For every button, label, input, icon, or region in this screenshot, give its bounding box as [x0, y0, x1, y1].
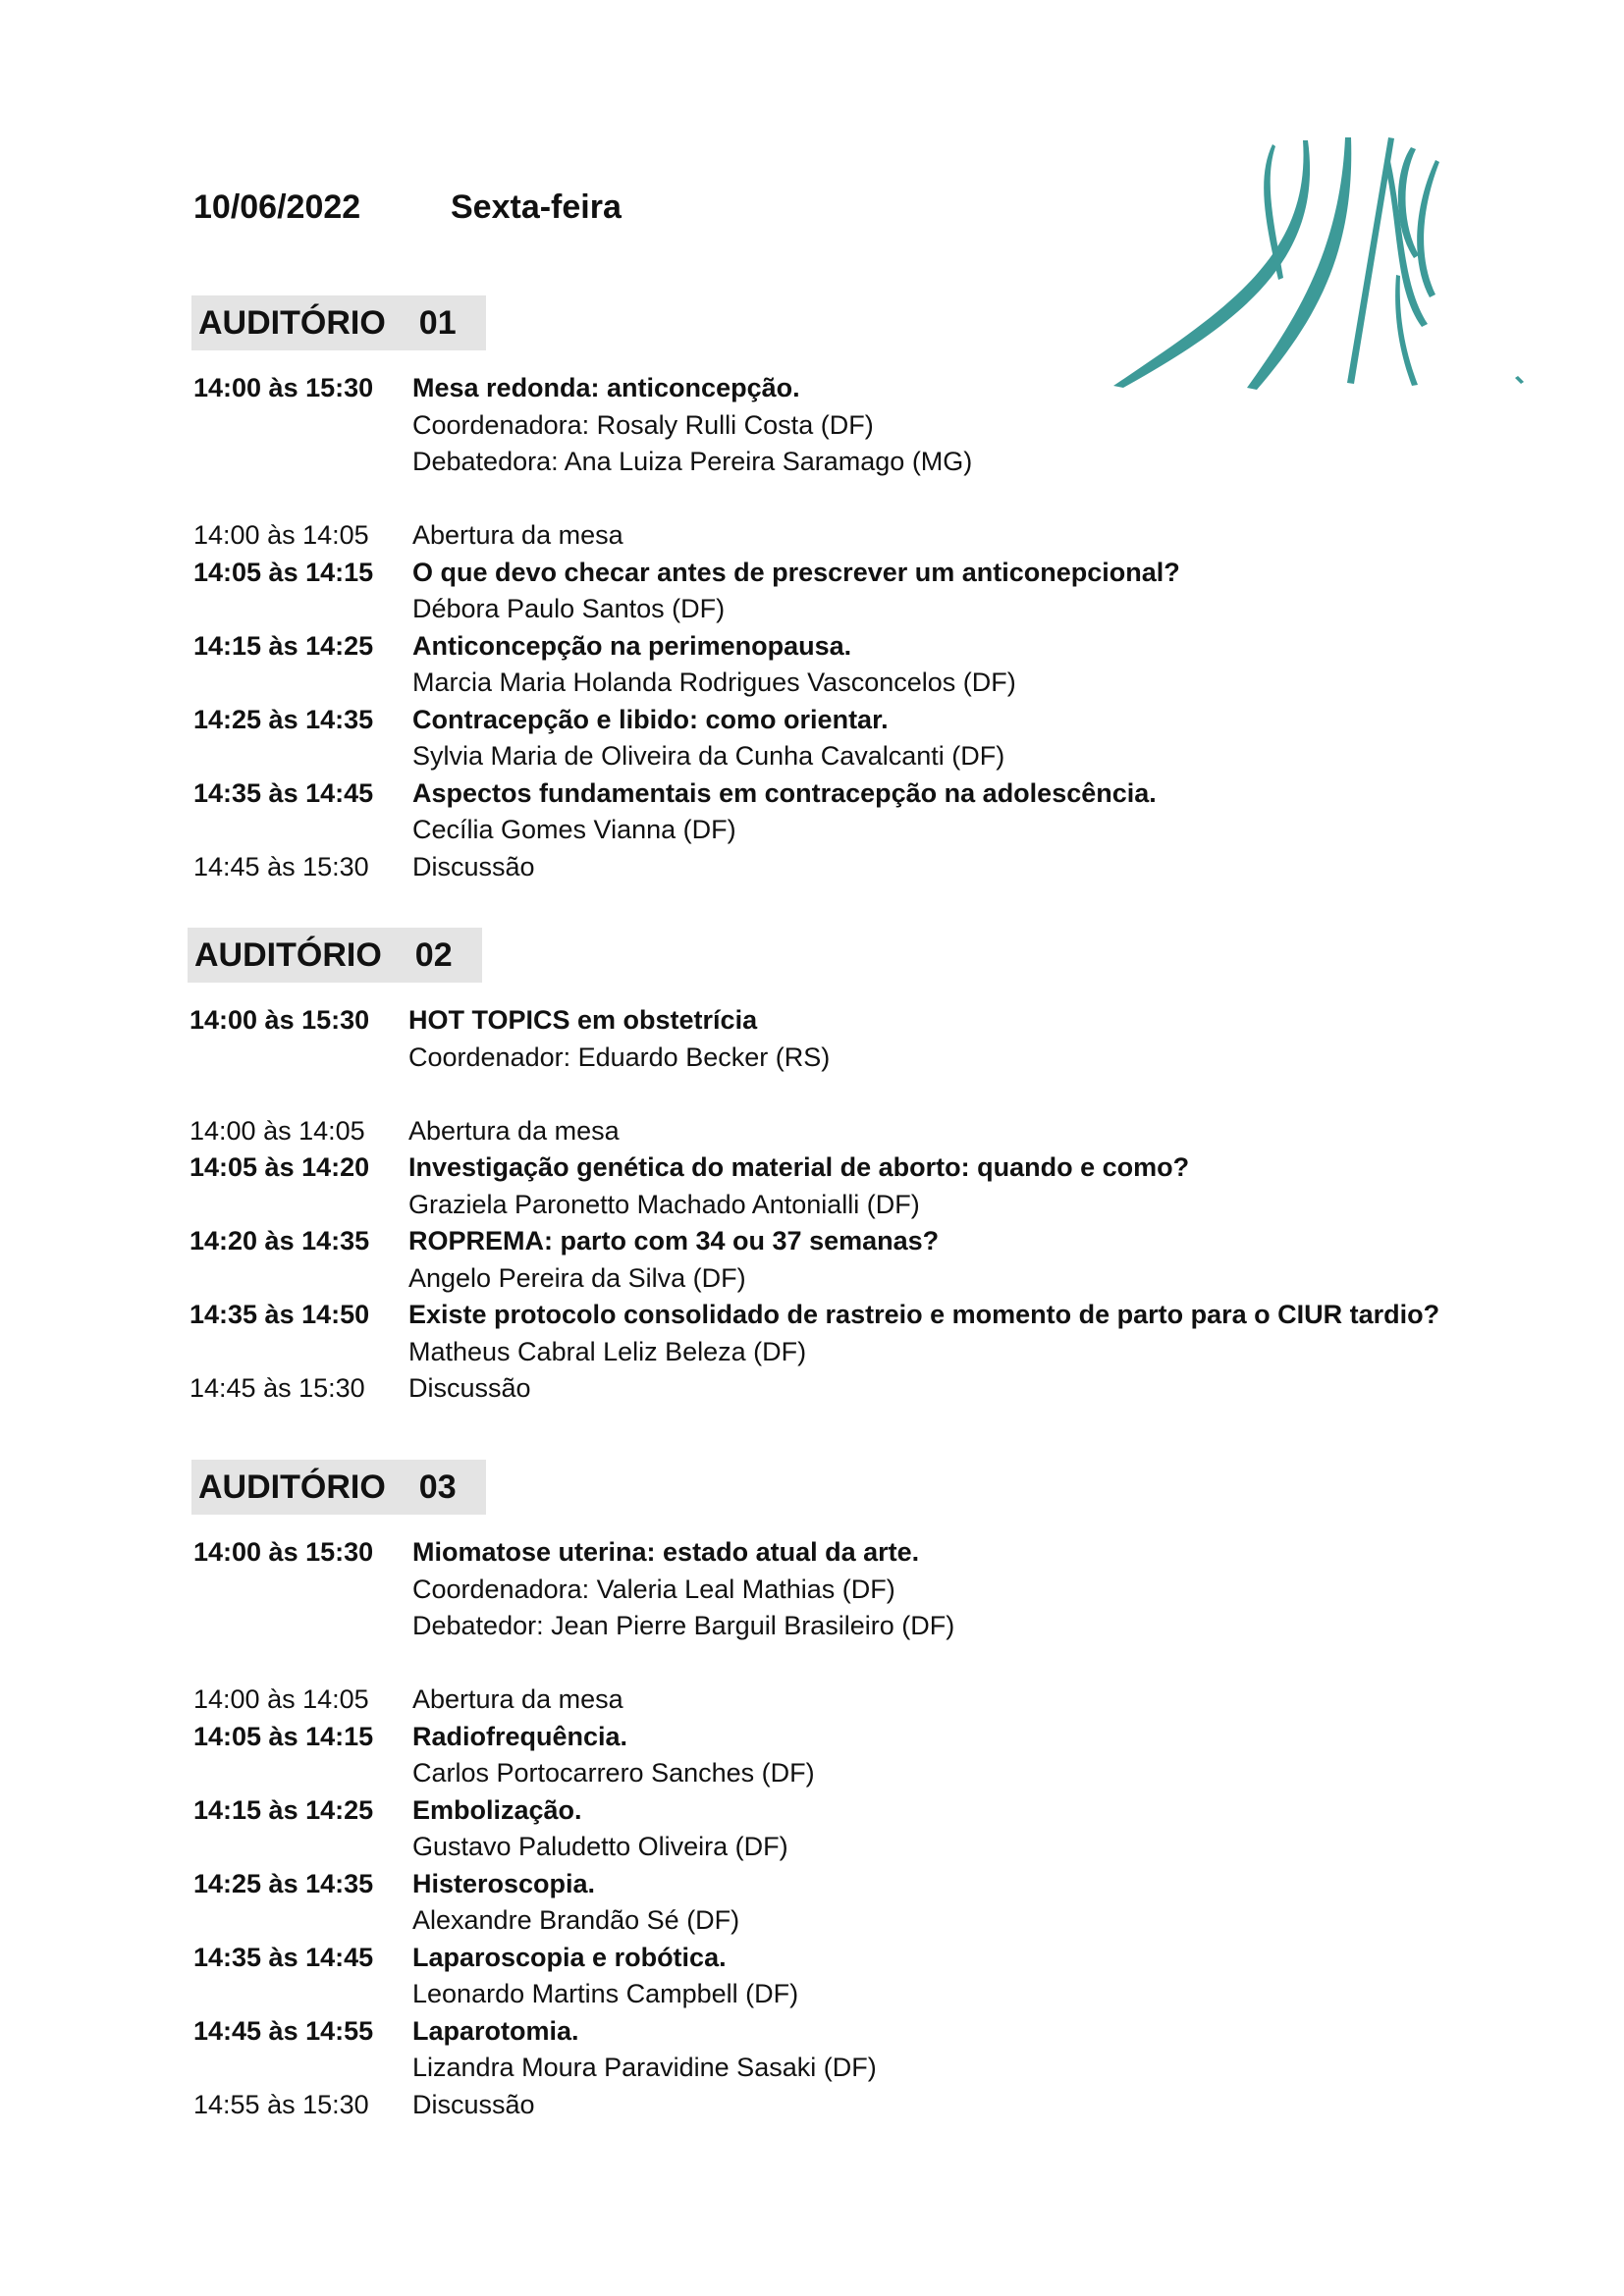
schedule-time — [189, 1187, 408, 1224]
schedule-time: 14:00 às 15:30 — [189, 1005, 370, 1035]
session-title: Laparoscopia e robótica. — [412, 1942, 727, 1972]
schedule-row — [193, 1792, 954, 1830]
schedule-time — [193, 2050, 412, 2087]
session-detail: Debatedora: Ana Luiza Pereira Saramago (MG) — [412, 447, 973, 476]
schedule-time — [193, 1755, 412, 1792]
auditorio-heading — [188, 928, 482, 983]
session-title: Existe protocolo consolidado de rastreio e momento de parto para o CIUR tardio? — [408, 1300, 1440, 1329]
schedule-time — [193, 738, 412, 775]
schedule-time — [189, 1040, 408, 1077]
schedule-row — [193, 1608, 954, 1645]
auditorio-section-03 — [193, 1460, 954, 2123]
session-detail: Sylvia Maria de Oliveira da Cunha Cavalcanti (DF) — [412, 741, 1005, 771]
schedule-row — [193, 702, 1180, 739]
session-detail: Alexandre Brandão Sé (DF) — [412, 1905, 740, 1935]
session-detail: Matheus Cabral Leliz Beleza (DF) — [408, 1336, 807, 1366]
schedule-row — [193, 1534, 954, 1572]
schedule-time: 14:00 às 14:05 — [193, 1684, 369, 1714]
row-spacer — [193, 1645, 954, 1682]
session-detail: Débora Paulo Santos (DF) — [412, 594, 726, 623]
auditorio-label: AUDITÓRIO — [198, 1468, 386, 1506]
schedule-time: 14:35 às 14:45 — [193, 1942, 374, 1972]
session-detail: Coordenador: Eduardo Becker (RS) — [408, 1041, 831, 1072]
auditorio-number: 02 — [414, 936, 453, 974]
schedule-time — [193, 1976, 412, 2013]
session-detail: Discussão — [412, 2089, 535, 2119]
schedule-time: 14:20 às 14:35 — [189, 1226, 370, 1255]
session-detail: Coordenadora: Valeria Leal Mathias (DF) — [412, 1574, 895, 1604]
session-title: Anticoncepção na perimenopausa. — [412, 630, 852, 661]
schedule-row — [189, 1223, 1439, 1260]
schedule-row — [193, 1572, 954, 1609]
auditorio-heading — [191, 295, 486, 350]
session-detail: Cecília Gomes Vianna (DF) — [412, 815, 736, 844]
schedule-time: 14:00 às 14:05 — [189, 1115, 365, 1146]
row-spacer — [193, 481, 1180, 518]
session-detail: Marcia Maria Holanda Rodrigues Vasconcelos (DF) — [412, 667, 1016, 697]
schedule-time — [189, 1260, 408, 1298]
schedule-row — [189, 1149, 1439, 1187]
schedule-time — [193, 1829, 412, 1866]
schedule-time — [193, 1572, 412, 1609]
session-title: Histeroscopia. — [412, 1868, 596, 1898]
schedule-row — [189, 1187, 1439, 1224]
auditorio-number: 03 — [418, 1468, 457, 1506]
schedule-time — [193, 444, 412, 481]
schedule-row — [193, 2013, 954, 2051]
schedule-time: 14:00 às 15:30 — [193, 373, 374, 402]
schedule-time — [193, 407, 412, 445]
schedule-row — [193, 1940, 954, 1977]
schedule-row — [189, 1040, 1439, 1077]
session-detail: Graziela Paronetto Machado Antonialli (DF) — [408, 1189, 920, 1219]
schedule-row — [193, 407, 1180, 445]
session-detail: Discussão — [408, 1373, 531, 1403]
session-detail: Leonardo Martins Campbell (DF) — [412, 1979, 799, 2008]
schedule-time: 14:55 às 15:30 — [193, 2089, 369, 2119]
schedule-row — [193, 812, 1180, 849]
auditorio-heading — [191, 1460, 486, 1515]
session-detail: Abertura da mesa — [412, 1684, 623, 1714]
schedule-time: 14:35 às 14:50 — [189, 1300, 370, 1329]
schedule-time — [193, 591, 412, 628]
event-weekday: Sexta-feira — [451, 188, 622, 226]
session-detail: Angelo Pereira da Silva (DF) — [408, 1262, 746, 1293]
schedule-row — [189, 1370, 1439, 1408]
auditorio-label: AUDITÓRIO — [198, 304, 386, 342]
session-title: O que devo checar antes de prescrever um anticonepcional? — [412, 557, 1180, 587]
schedule-row — [193, 1866, 954, 1903]
session-title: Miomatose uterina: estado atual da arte. — [412, 1537, 920, 1567]
schedule-time: 14:05 às 14:15 — [193, 1721, 374, 1751]
session-detail: Carlos Portocarrero Sanches (DF) — [412, 1758, 815, 1788]
schedule-time — [193, 1608, 412, 1645]
schedule-time — [193, 1902, 412, 1940]
schedule-time — [189, 1334, 408, 1371]
schedule-time: 14:05 às 14:20 — [189, 1152, 370, 1182]
session-title: Investigação genética do material de aborto: quando e como? — [408, 1152, 1190, 1182]
schedule-row — [193, 849, 1180, 886]
schedule-time: 14:00 às 14:05 — [193, 520, 369, 550]
schedule-time: 14:45 às 14:55 — [193, 2015, 374, 2046]
schedule-time: 14:00 às 15:30 — [193, 1537, 374, 1567]
schedule-time: 14:25 às 14:35 — [193, 704, 374, 734]
auditorio-label: AUDITÓRIO — [194, 936, 382, 974]
session-title: Radiofrequência. — [412, 1721, 628, 1751]
schedule-row — [193, 2050, 954, 2087]
session-detail: Gustavo Paludetto Oliveira (DF) — [412, 1832, 788, 1861]
session-detail: Coordenadora: Rosaly Rulli Costa (DF) — [412, 409, 874, 440]
schedule-row — [193, 775, 1180, 813]
auditorio-section-02 — [189, 928, 1439, 1408]
schedule-time: 14:45 às 15:30 — [189, 1373, 365, 1403]
schedule-row — [193, 1902, 954, 1940]
schedule-row — [193, 517, 1180, 555]
session-title: Contracepção e libido: como orientar. — [412, 704, 889, 734]
schedule-time: 14:15 às 14:25 — [193, 630, 374, 661]
schedule-row — [193, 1829, 954, 1866]
schedule-row — [193, 444, 1180, 481]
session-detail: Lizandra Moura Paravidine Sasaki (DF) — [412, 2053, 877, 2082]
page-header — [193, 183, 622, 232]
schedule-row — [189, 1260, 1439, 1298]
schedule-time: 14:15 às 14:25 — [193, 1794, 374, 1825]
session-title: HOT TOPICS em obstetrícia — [408, 1005, 758, 1035]
schedule-time: 14:05 às 14:15 — [193, 557, 374, 587]
schedule-row — [189, 1297, 1439, 1334]
schedule-time: 14:35 às 14:45 — [193, 777, 374, 808]
session-title: Mesa redonda: anticoncepção. — [412, 373, 800, 402]
schedule-time: 14:25 às 14:35 — [193, 1868, 374, 1898]
schedule-row — [193, 738, 1180, 775]
schedule-row — [189, 1002, 1439, 1040]
session-detail: Debatedor: Jean Pierre Barguil Brasileiro (DF) — [412, 1611, 955, 1640]
schedule-row — [193, 555, 1180, 592]
schedule-row — [189, 1334, 1439, 1371]
schedule-time — [193, 665, 412, 702]
schedule-row — [193, 1682, 954, 1719]
schedule-row — [193, 1976, 954, 2013]
event-date: 10/06/2022 — [193, 188, 361, 226]
session-detail: Abertura da mesa — [412, 520, 623, 550]
schedule-row — [193, 628, 1180, 666]
schedule-row — [193, 370, 1180, 407]
schedule-row — [189, 1113, 1439, 1150]
schedule-list — [189, 1002, 1439, 1408]
auditorio-section-01 — [193, 295, 1180, 885]
schedule-time: 14:45 às 15:30 — [193, 851, 369, 881]
schedule-row — [193, 591, 1180, 628]
session-title: Embolização. — [412, 1794, 582, 1825]
schedule-row — [193, 665, 1180, 702]
auditorio-number: 01 — [418, 304, 457, 342]
session-title: Aspectos fundamentais em contracepção na adolescência. — [412, 777, 1157, 808]
session-title: ROPREMA: parto com 34 ou 37 semanas? — [408, 1226, 940, 1255]
schedule-row — [193, 2087, 954, 2124]
schedule-list — [193, 1534, 954, 2123]
row-spacer — [189, 1076, 1439, 1113]
session-title: Laparotomia. — [412, 2015, 579, 2046]
schedule-time — [193, 812, 412, 849]
session-detail: Discussão — [412, 851, 535, 881]
schedule-row — [193, 1719, 954, 1756]
schedule-row — [193, 1755, 954, 1792]
session-detail: Abertura da mesa — [408, 1115, 620, 1146]
schedule-list — [193, 370, 1180, 885]
